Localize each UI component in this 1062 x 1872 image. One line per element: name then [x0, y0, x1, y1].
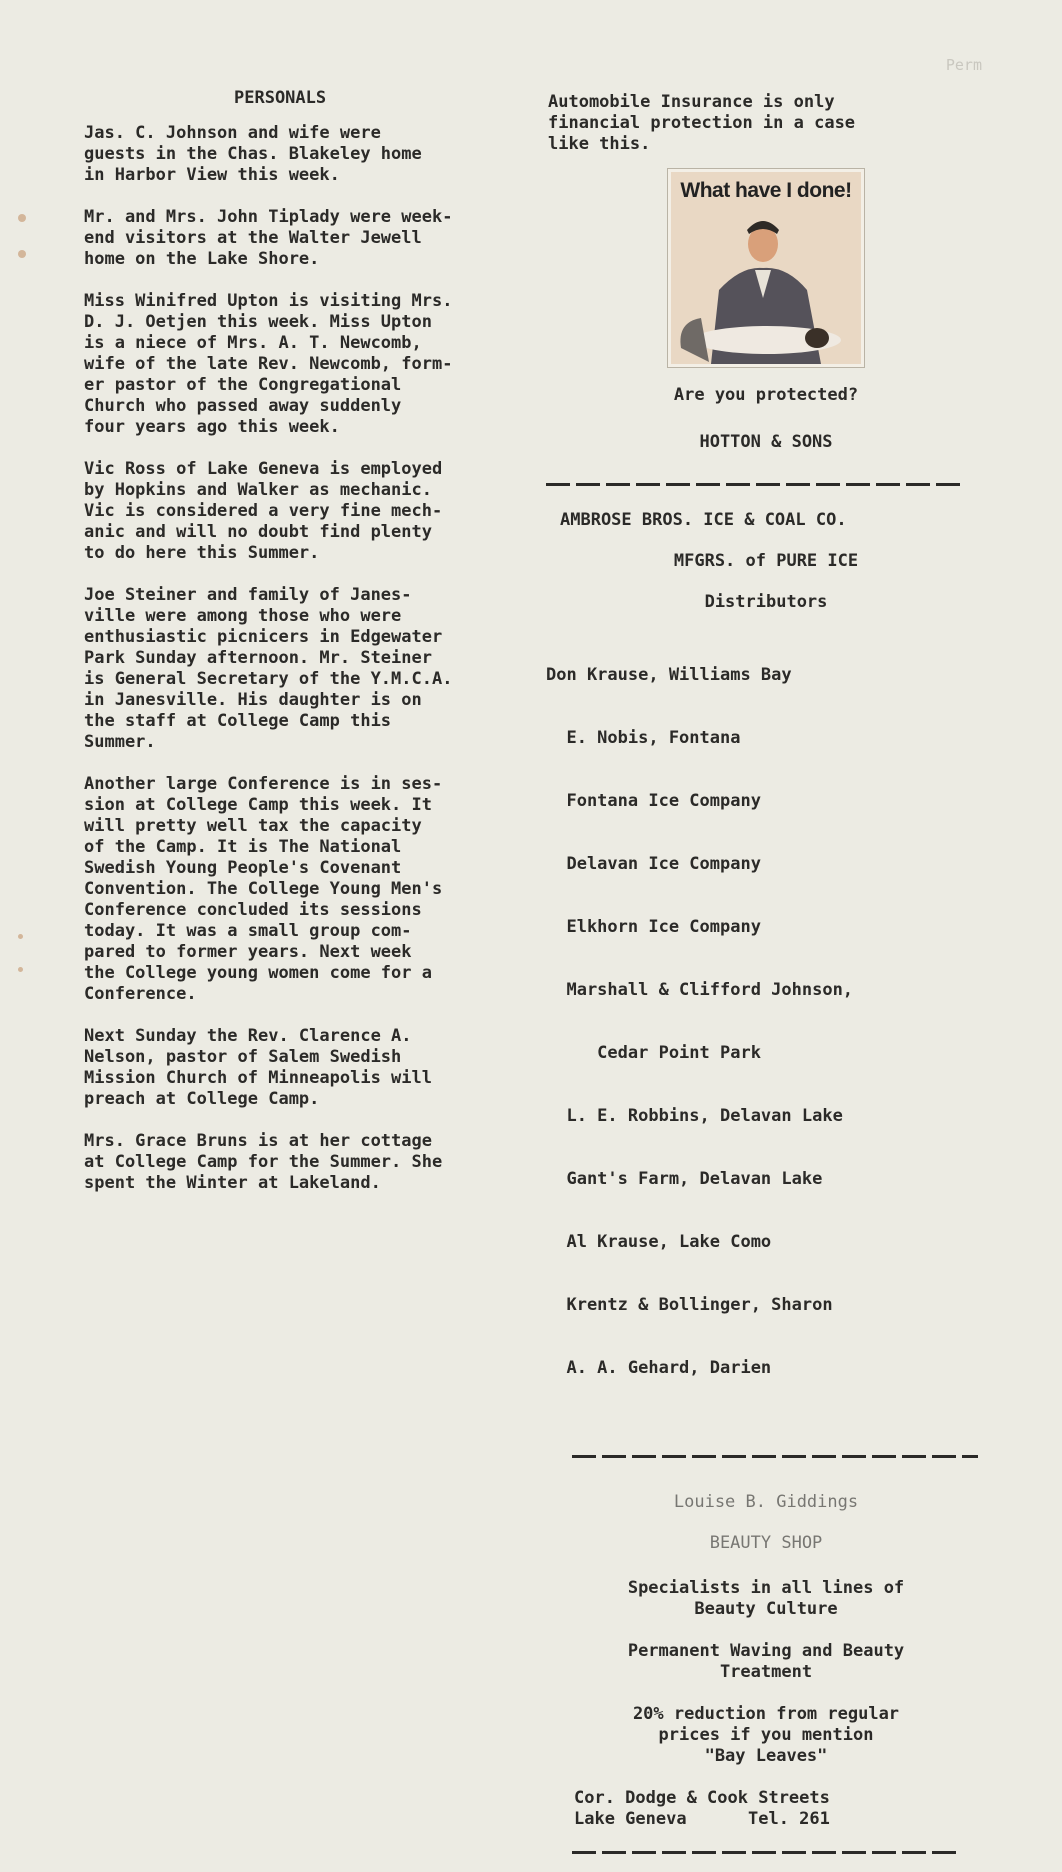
insurance-illustration	[668, 169, 864, 367]
news-item: Mr. and Mrs. John Tiplady were week- end visitors at the Walter Jewell home on the Lake Shore.	[84, 207, 453, 269]
section-divider	[546, 483, 966, 486]
distributor-list	[546, 623, 986, 1421]
personals-heading: PERSONALS	[234, 88, 327, 108]
distributor-item: Delavan Ice Company	[546, 854, 761, 874]
beauty-address: Cor. Dodge & Cook Streets Lake Geneva Tel. 261	[574, 1788, 830, 1829]
distributor-item: Al Krause, Lake Como	[546, 1232, 772, 1252]
ads-column	[546, 92, 986, 1872]
distributor-item: Elkhorn Ice Company	[546, 917, 761, 937]
section-divider	[572, 1455, 978, 1458]
news-item: Vic Ross of Lake Geneva is employed by Hopkins and Walker as mechanic. Vic is considered a very fine mech- anic and will no doubt find plenty to do here this Summer.	[84, 459, 443, 563]
news-item: Another large Conference is in ses- sion at College Camp this week. It will pretty well tax the capacity of the Camp. It is The National Swedish Young People's Covenant Convention. The College Young Men's Conference concluded its sessions today. It was a small group com- pared to former years. Next week the College young women come for a Conference.	[84, 774, 443, 1004]
ice-company-ad	[546, 510, 986, 1421]
insurance-intro: Automobile Insurance is only financial protection in a case like this.	[548, 92, 856, 154]
beauty-line: 20% reduction from regular prices if you mention "Bay Leaves"	[632, 1704, 900, 1766]
ice-company-tagline: MFGRS. of PURE ICE	[673, 551, 859, 571]
beauty-line: Specialists in all lines of Beauty Culture	[627, 1578, 905, 1619]
hole-mark	[18, 250, 26, 258]
distributor-item: A. A. Gehard, Darien	[546, 1358, 772, 1378]
news-item: Joe Steiner and family of Janes- ville were among those who were enthusiastic picnicers in Edgewater Park Sunday afternoon. Mr. Steiner is General Secretary of the Y.M.C.A. in Janesville. His daughter is on the staff at College Camp this Summer.	[84, 585, 453, 752]
illustration-caption: What have I done!	[680, 179, 852, 202]
insurance-ad	[546, 92, 986, 453]
section-divider	[572, 1851, 962, 1854]
insurance-question: Are you protected?	[673, 385, 859, 405]
ice-company-name: AMBROSE BROS. ICE & COAL CO.	[560, 510, 847, 530]
distributor-item: Gant's Farm, Delavan Lake	[546, 1169, 823, 1189]
news-item: Jas. C. Johnson and wife were guests in the Chas. Blakeley home in Harbor View this week.	[84, 123, 422, 185]
beauty-line: Permanent Waving and Beauty Treatment	[627, 1641, 905, 1682]
grieving-man-drawing	[671, 172, 861, 364]
distributor-item: Marshall & Clifford Johnson,	[546, 980, 854, 1000]
hole-mark	[18, 967, 23, 972]
distributor-item: Don Krause, Williams Bay	[546, 665, 792, 685]
distributor-item: E. Nobis, Fontana	[546, 728, 741, 748]
distributor-item: Krentz & Bollinger, Sharon	[546, 1295, 833, 1315]
binding-holes	[18, 214, 26, 286]
beauty-shop-ad	[546, 1492, 986, 1830]
hole-mark	[18, 934, 23, 939]
distributor-item: L. E. Robbins, Delavan Lake	[546, 1106, 843, 1126]
bleed-through-text: Perm	[945, 56, 982, 74]
news-item: Miss Winifred Upton is visiting Mrs. D. J. Oetjen this week. Miss Upton is a niece of Mrs. A. T. Newcomb, wife of the late Rev. Newcomb, form- er pastor of the Congregational Church who passed away suddenly four years ago this week.	[84, 291, 453, 437]
distributors-label: Distributors	[704, 592, 828, 612]
distributor-item: Fontana Ice Company	[546, 791, 761, 811]
distributor-item: Cedar Point Park	[546, 1043, 761, 1063]
binding-holes	[18, 934, 23, 1000]
hole-mark	[18, 214, 26, 222]
insurance-agency: HOTTON & SONS	[699, 432, 833, 452]
news-item: Mrs. Grace Bruns is at her cottage at College Camp for the Summer. She spent the Winter at Lakeland.	[84, 1131, 443, 1193]
beauty-business-name: BEAUTY SHOP	[709, 1533, 823, 1553]
personals-column	[84, 88, 544, 1215]
beauty-owner: Louise B. Giddings	[673, 1492, 859, 1512]
news-item: Next Sunday the Rev. Clarence A. Nelson, pastor of Salem Swedish Mission Church of Minneapolis will preach at College Camp.	[84, 1026, 432, 1109]
